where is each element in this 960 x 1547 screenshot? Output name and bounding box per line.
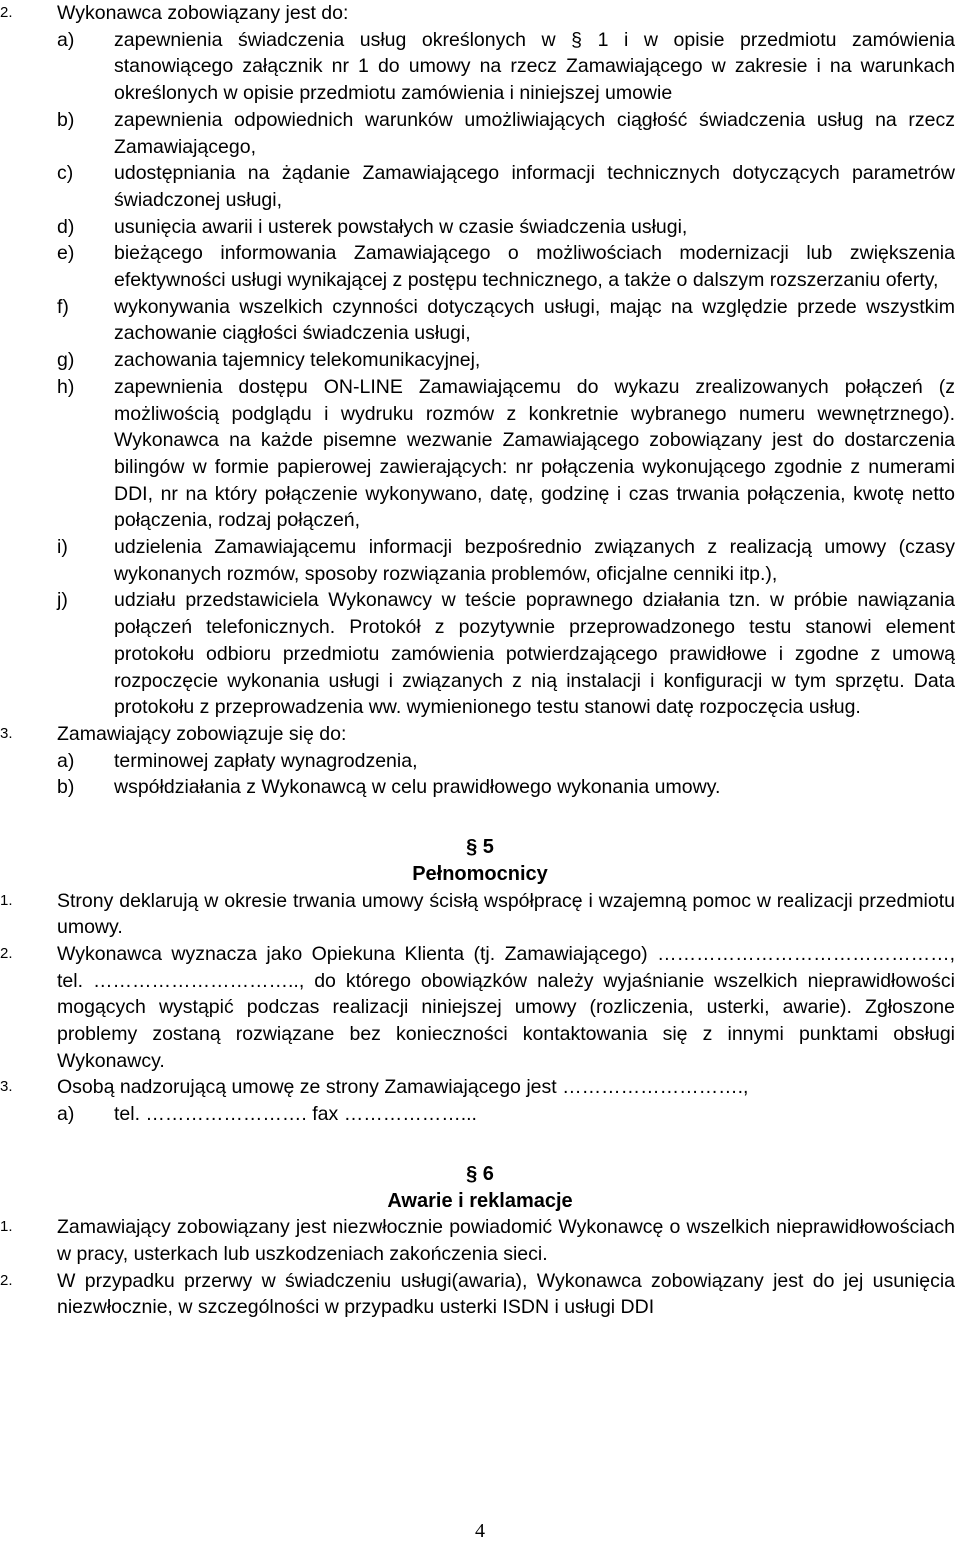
sub-item bbox=[57, 748, 955, 775]
sub-text: usunięcia awarii i usterek powstałych w czasie świadczenia usługi, bbox=[114, 215, 688, 238]
sub-text: bieżącego informowania Zamawiającego o możliwościach modernizacji lub zwiększenia efektywności usługi wynikającej z postępu technicznego, a także o dalszym rozszerzaniu oferty, bbox=[114, 242, 955, 292]
sub-item bbox=[57, 774, 955, 801]
sub-item bbox=[57, 534, 955, 587]
sub-label: a) bbox=[57, 1103, 75, 1126]
sub-label: d) bbox=[57, 215, 75, 238]
sub-item bbox=[57, 160, 955, 213]
item-number: 2. bbox=[0, 4, 13, 21]
sub-text: tel. ……………………. fax ………………... bbox=[114, 1103, 477, 1126]
sub-label: f) bbox=[57, 295, 69, 318]
sub-item bbox=[57, 1101, 955, 1128]
section-title: Pełnomocnicy bbox=[412, 862, 548, 885]
sub-label: a) bbox=[57, 749, 75, 772]
sub-text: zapewnienia dostępu ON-LINE Zamawiającemu do wykazu zrealizowanych połączeń (z możliwością podglądu i wydruku rozmów z konkretnie wybranego numeru wewnętrznego). Wykonawca na każde pisemne wezwanie Zamawiającego zobowiązany jest do dostarczenia bilingów w formie papierowej zawierających: nr połączenia wykonującego zgodnie z numerami DDI, nr na który połączenie wykonywano, datę, godzinę i czas trwania połączenia, kwotę netto połączenia, rodzaj połączeń, bbox=[114, 375, 955, 532]
sub-item bbox=[57, 374, 955, 534]
obligations-contractor bbox=[0, 0, 960, 721]
sub-text: zachowania tajemnicy telekomunikacyjnej, bbox=[114, 349, 481, 372]
section-item bbox=[0, 941, 960, 1075]
sub-text: współdziałania z Wykonawcą w celu prawidłowego wykonania umowy. bbox=[114, 776, 721, 799]
spacer bbox=[0, 1128, 960, 1161]
item-text: Zamawiający zobowiązuje się do: bbox=[57, 722, 347, 745]
section-title: Awarie i reklamacje bbox=[387, 1189, 573, 1212]
sub-item bbox=[57, 107, 955, 160]
item-text: Osobą nadzorującą umowę ze strony Zamawiającego jest ………………………., bbox=[57, 1076, 749, 1099]
section-item bbox=[0, 1214, 960, 1267]
sub-label: e) bbox=[57, 242, 75, 265]
item-text: W przypadku przerwy w świadczeniu usługi(awaria), Wykonawca zobowiązany jest do jej usunięcia niezwłocznie, w szczególności w przypadku usterki ISDN i usługi DDI bbox=[57, 1269, 955, 1319]
item-number: 3. bbox=[0, 1078, 13, 1096]
item-number: 2. bbox=[0, 1271, 13, 1289]
sub-list bbox=[57, 27, 960, 721]
sub-text: zapewnienia świadczenia usług określonych w § 1 i w opisie przedmiotu zamówienia stanowiącego załącznik nr 1 do umowy na rzecz Zamawiającego w zakresie i na warunkach określonych w opisie przedmiotu zamówienia i niniejszej umowie bbox=[114, 28, 955, 105]
page-number: 4 bbox=[475, 1520, 485, 1542]
obligations-client bbox=[0, 721, 960, 801]
sub-text: udostępniania na żądanie Zamawiającego informacji technicznych dotyczących parametrów świadczonej usługi, bbox=[114, 162, 955, 211]
item-text: Zamawiający zobowiązany jest niezwłocznie powiadomić Wykonawcę o wszelkich nieprawidłowościach w pracy, usterkach lub uszkodzeniach zakończenia sieci. bbox=[57, 1216, 955, 1265]
sub-list bbox=[57, 748, 960, 801]
section-number: § 5 bbox=[466, 836, 494, 859]
sub-label: h) bbox=[57, 375, 75, 398]
sub-item bbox=[57, 214, 955, 241]
sub-label: i) bbox=[57, 536, 68, 559]
sub-text: zapewnienia odpowiednich warunków umożliwiających ciągłość świadczenia usług na rzecz Zamawiającego, bbox=[114, 108, 955, 158]
sub-text: wykonywania wszelkich czynności dotyczących usługi, mając na względzie przede wszystkim zachowanie ciągłości świadczenia usługi, bbox=[114, 295, 955, 345]
sub-label: a) bbox=[57, 28, 75, 51]
sub-list bbox=[57, 1101, 960, 1128]
item-text: Wykonawca wyznacza jako Opiekuna Klienta (tj. Zamawiającego) ………………………………………, tel. ………………………….., do którego obowiązków należy wyjaśnianie wszelkich nieprawidłowości mogących wystąpić podczas realizacji niniejszej umowy (rozliczenia, usterki, awarie). Zgłoszone problemy zostaną rozwiązane bez konieczności kontaktowania się z innymi punktami obsługi Wykonawcy. bbox=[57, 942, 955, 1072]
sub-item bbox=[57, 587, 955, 721]
item-number: 3. bbox=[0, 724, 13, 742]
item-text: Wykonawca zobowiązany jest do: bbox=[57, 2, 349, 24]
sub-text: udziału przedstawiciela Wykonawcy w teście poprawnego działania tzn. w próbie nawiązania połączeń telefonicznych. Protokół z pozytywnie przeprowadzonego testu stanowi element protokołu odbioru przedmiotu zamówienia potwierdzającego prawidłowe i zgodne z umową rozpoczęcie wykonania usługi i związanych z nią instalacji i konfiguracji w tym sprzętu. Data protokołu z przeprowadzenia ww. wymienionego testu stanowi datę rozpoczęcia usług. bbox=[114, 589, 955, 719]
section-item bbox=[0, 1074, 960, 1127]
sub-label: b) bbox=[57, 108, 75, 131]
sub-label: j) bbox=[57, 589, 68, 612]
sub-label: c) bbox=[57, 162, 74, 185]
sub-item bbox=[57, 240, 955, 293]
item-number: 1. bbox=[0, 1218, 13, 1236]
sub-item bbox=[57, 347, 955, 374]
sub-text: udzielenia Zamawiającemu informacji bezpośrednio związanych z realizacją umowy (czasy wykonanych rozmów, sposoby rozwiązania problemów, oficjalne cenniki itp.), bbox=[114, 536, 955, 585]
sub-label: b) bbox=[57, 776, 75, 799]
item-text: Strony deklarują w okresie trwania umowy ścisłą współpracę i wzajemną pomoc w realizacji przedmiotu umowy. bbox=[57, 889, 955, 939]
item-number: 1. bbox=[0, 891, 13, 909]
section-item bbox=[0, 888, 960, 941]
section-number: § 6 bbox=[466, 1162, 494, 1185]
item-number: 2. bbox=[0, 944, 13, 962]
sub-item bbox=[57, 27, 955, 107]
sub-text: terminowej zapłaty wynagrodzenia, bbox=[114, 749, 418, 772]
spacer bbox=[0, 801, 960, 834]
sub-item bbox=[57, 294, 955, 347]
sub-label: g) bbox=[57, 349, 75, 372]
section-item bbox=[0, 1268, 960, 1321]
